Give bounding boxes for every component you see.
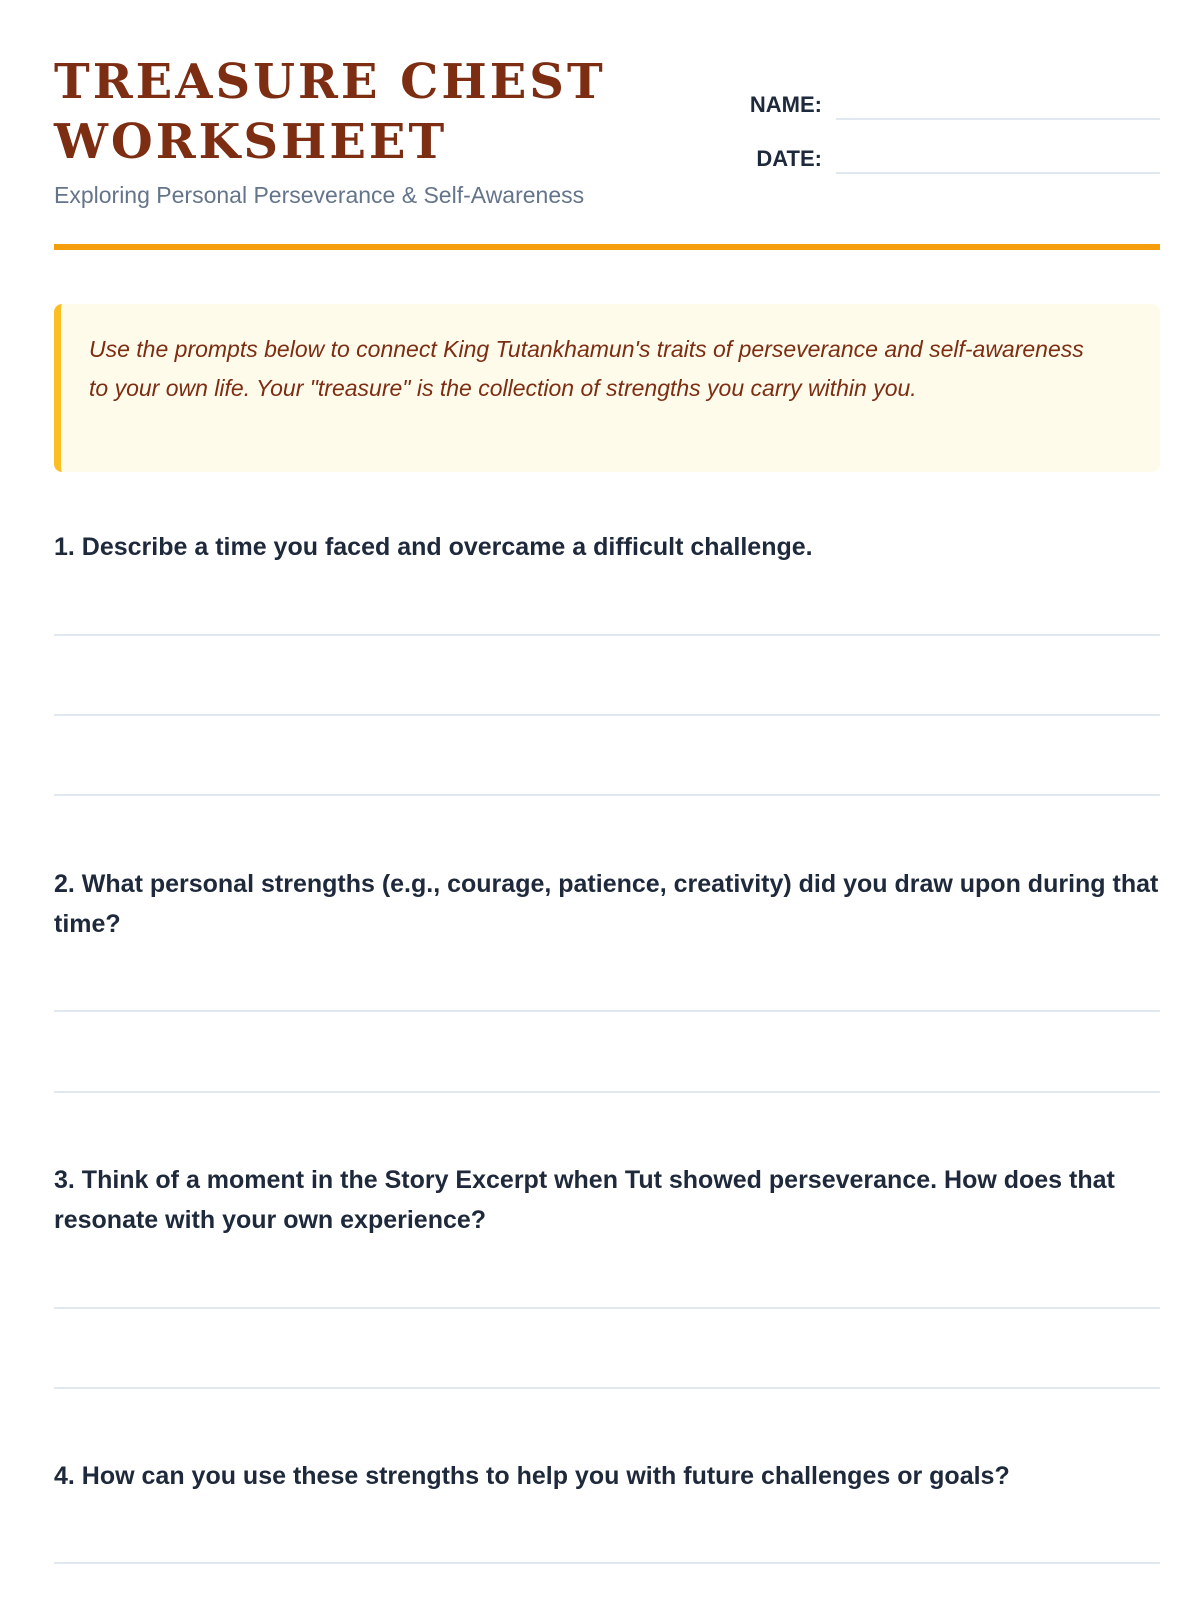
date-row	[734, 140, 1160, 176]
question-4	[54, 1456, 1160, 1496]
answer-line[interactable]	[54, 1387, 1160, 1389]
header-divider	[54, 244, 1160, 250]
question-3	[54, 1160, 1160, 1240]
page-subtitle: Exploring Personal Perseverance & Self-Awareness	[54, 182, 585, 208]
page-title: TREASURE CHEST WORKSHEET	[54, 54, 606, 170]
question-1	[54, 527, 1160, 567]
answer-line[interactable]	[54, 1010, 1160, 1012]
question-text: 1. Describe a time you faced and overcame a difficult challenge.	[54, 533, 813, 561]
answer-line[interactable]	[54, 1091, 1160, 1093]
worksheet-page	[54, 0, 1160, 1600]
question-text: 4. How can you use these strengths to help you with future challenges or goals?	[54, 1462, 1010, 1490]
answer-line[interactable]	[54, 794, 1160, 796]
question-2	[54, 864, 1160, 944]
name-label: NAME:	[749, 92, 822, 117]
date-label: DATE:	[756, 146, 822, 171]
intro-callout: Use the prompts below to connect King Tutankhamun's traits of perseverance and self-awareness to your own life. Your "treasure" is the collection of strengths you carry within you.	[54, 304, 1160, 472]
answer-line[interactable]	[54, 1307, 1160, 1309]
name-row	[734, 86, 1160, 122]
answer-line[interactable]	[54, 714, 1160, 716]
date-field[interactable]	[836, 172, 1160, 174]
answer-line[interactable]	[54, 634, 1160, 636]
question-text: 3. Think of a moment in the Story Excerpt when Tut showed perseverance. How does that resonate with your own experience?	[54, 1166, 1115, 1234]
worksheet-header	[54, 52, 1160, 252]
name-field[interactable]	[836, 118, 1160, 120]
question-text: 2. What personal strengths (e.g., courage, patience, creativity) did you draw upon during that time?	[54, 870, 1159, 938]
answer-line[interactable]	[54, 1562, 1160, 1564]
